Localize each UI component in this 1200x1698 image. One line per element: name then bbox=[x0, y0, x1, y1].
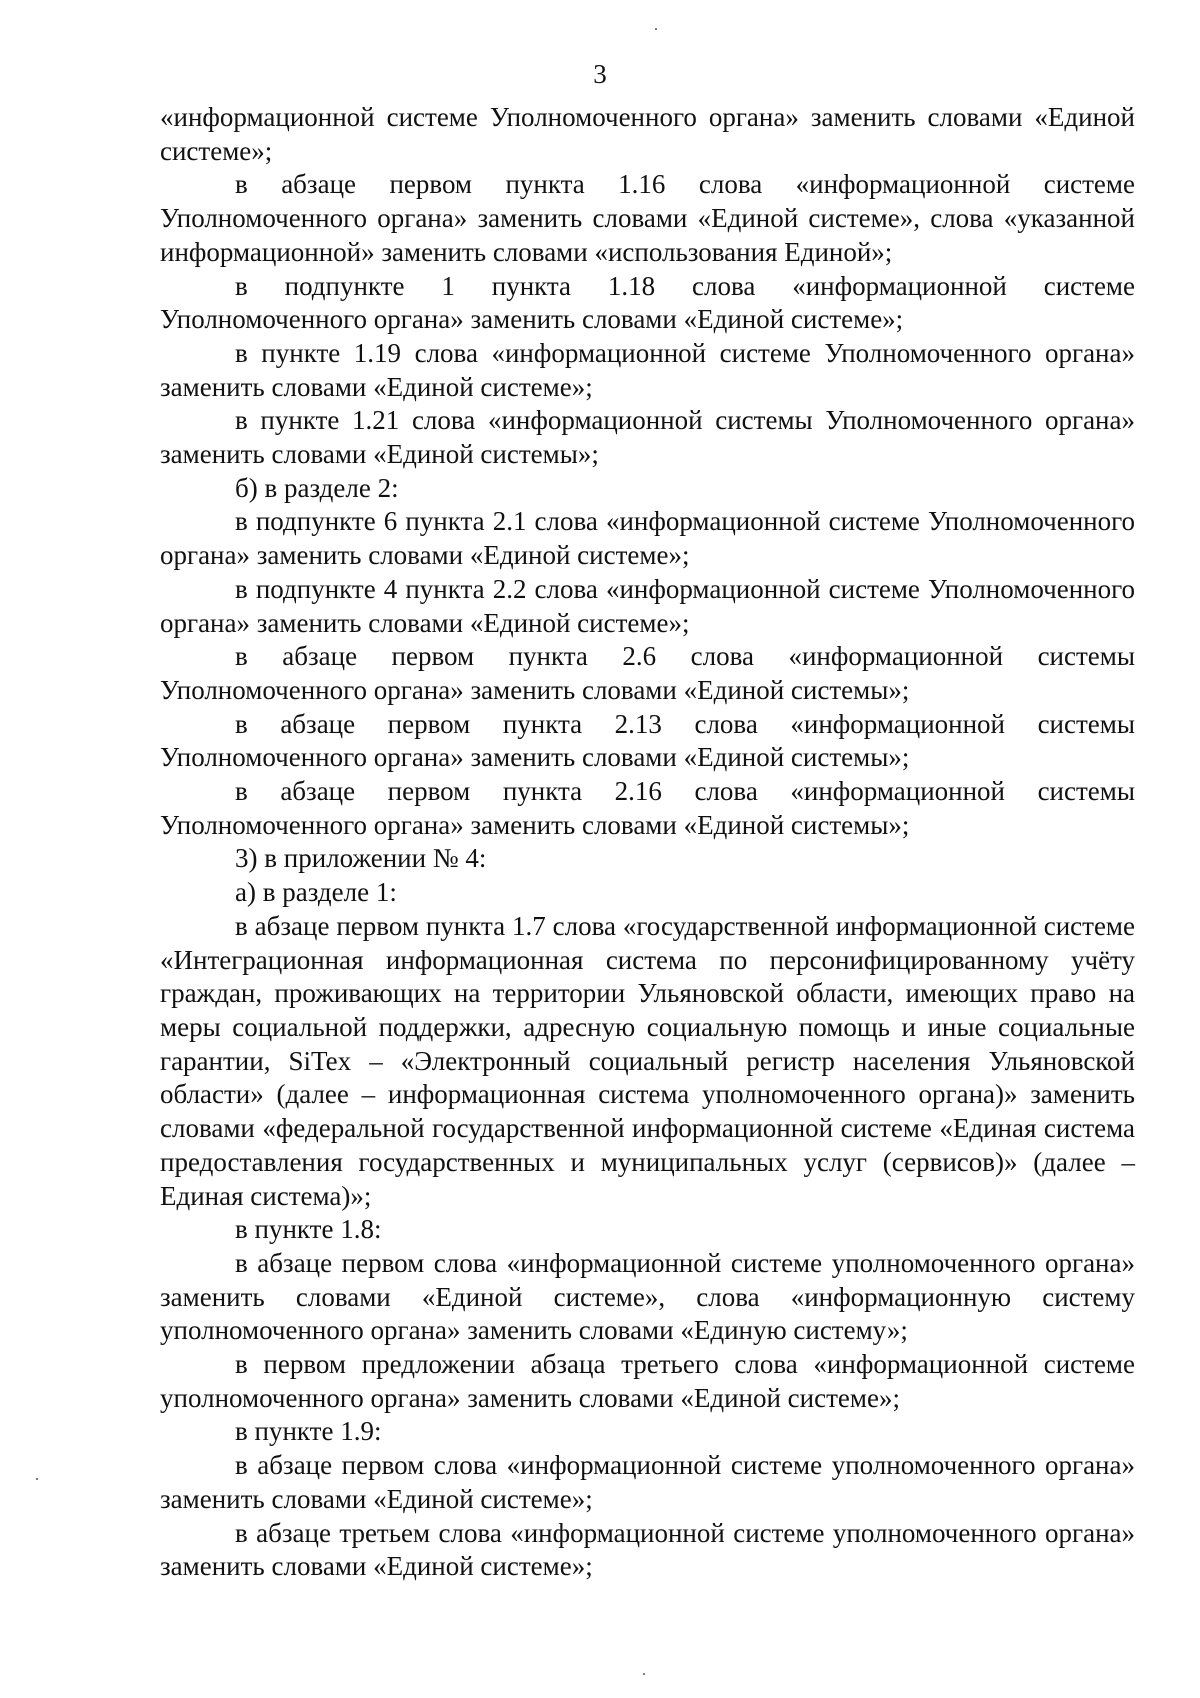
scan-speck bbox=[643, 1673, 645, 1675]
section-heading: в пункте 1.9: bbox=[235, 1416, 382, 1447]
paragraph: в абзаце первом слова «информационной системе уполномоченного органа» заменить словами «Единой системе», слова «информационную систему уполномоченного органа» заменить словами «Единую систему»; bbox=[160, 1247, 1135, 1346]
section-heading: б) в разделе 2: bbox=[235, 472, 399, 503]
paragraph: в подпункте 1 пункта 1.18 слова «информационной системе Уполномоченного органа» заменить словами «Единой системе»; bbox=[160, 270, 1135, 335]
paragraph: «информационной системе Уполномоченного органа» заменить словами «Единой системе»; bbox=[160, 102, 1135, 166]
paragraph: в абзаце первом пункта 1.7 слова «государственной информационной системе «Интеграционная информационная система по персонифицированному учёту граждан, проживающих на территории Ульяновской области, имеющих право на меры социальной поддержки, адресную социальную помощь и иные социальные гарантии, SiTex – «Электронный социальный регистр населения Ульяновской области» (далее – информационная система уполномоченного органа)» заменить словами «федеральной государственной информационной системе «Единая система предоставления государственных и муниципальных услуг (сервисов)» (далее – Единая система)»; bbox=[160, 910, 1135, 1211]
paragraph: в подпункте 4 пункта 2.2 слова «информационной системе Уполномоченного органа» заменить словами «Единой системе»; bbox=[160, 573, 1135, 638]
section-heading: а) в разделе 1: bbox=[235, 877, 397, 908]
scan-speck bbox=[655, 28, 657, 30]
section-heading: в пункте 1.8: bbox=[235, 1214, 382, 1245]
paragraph: в подпункте 6 пункта 2.1 слова «информационной системе Уполномоченного органа» заменить словами «Единой системе»; bbox=[160, 506, 1135, 571]
page-number: 3 bbox=[593, 59, 607, 89]
paragraph: в абзаце первом пункта 2.13 слова «информационной системы Уполномоченного органа» заменить словами «Единой системы»; bbox=[160, 708, 1135, 773]
scan-speck bbox=[36, 1478, 38, 1480]
paragraph: в абзаце первом пункта 1.16 слова «информационной системе Уполномоченного органа» заменить словами «Единой системе», слова «указанной информационной» заменить словами «использования Единой»; bbox=[160, 169, 1135, 267]
section-heading: 3) в приложении № 4: bbox=[235, 843, 487, 874]
paragraph: в абзаце первом слова «информационной системе уполномоченного органа» заменить словами «Единой системе»; bbox=[160, 1450, 1135, 1514]
paragraph: в абзаце первом пункта 2.6 слова «информационной системы Уполномоченного органа» заменить словами «Единой системы»; bbox=[160, 641, 1135, 705]
paragraph: в пункте 1.21 слова «информационной системы Уполномоченного органа» заменить словами «Единой системы»; bbox=[160, 405, 1135, 470]
document-body bbox=[160, 101, 1135, 1584]
paragraph: в пункте 1.19 слова «информационной системе Уполномоченного органа» заменить словами «Единой системе»; bbox=[160, 337, 1135, 402]
paragraph: в первом предложении абзаца третьего слова «информационной системе уполномоченного органа» заменить словами «Единой системе»; bbox=[160, 1349, 1135, 1413]
paragraph: в абзаце третьем слова «информационной системе уполномоченного органа» заменить словами «Единой системе»; bbox=[160, 1517, 1135, 1582]
paragraph: в абзаце первом пункта 2.16 слова «информационной системы Уполномоченного органа» заменить словами «Единой системы»; bbox=[160, 776, 1135, 840]
